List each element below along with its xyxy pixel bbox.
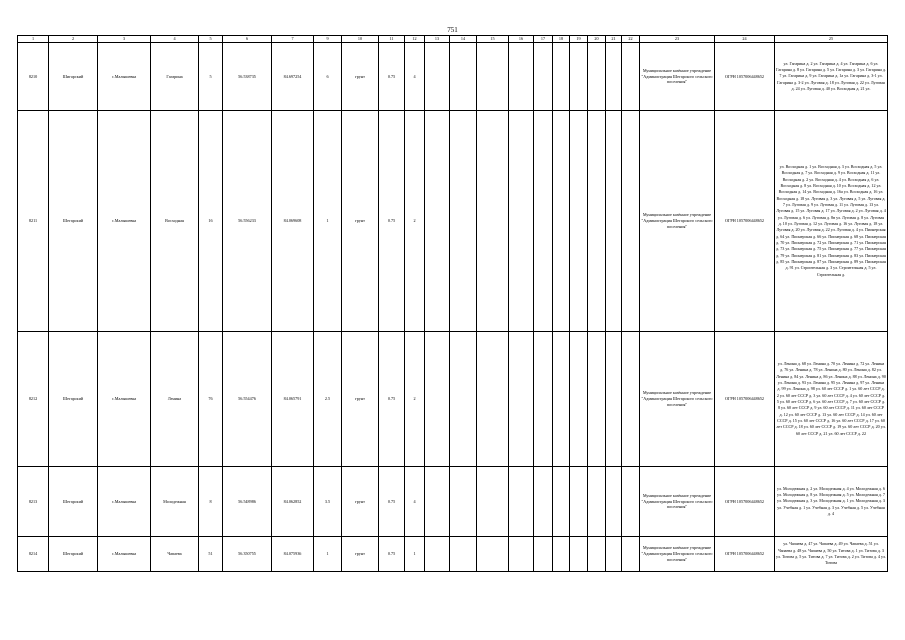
header-row (18, 36, 888, 43)
cell-street: Восходная (151, 111, 199, 332)
cell-empty (570, 537, 588, 572)
page-number: 751 (447, 26, 458, 34)
cell-empty (450, 332, 477, 467)
cell-empty (450, 467, 477, 537)
cell-latitude: 56.556233 (223, 111, 272, 332)
column-header: 13 (425, 36, 450, 43)
cell-empty (477, 537, 509, 572)
cell-latitude: 56.350755 (223, 537, 272, 572)
cell-empty (588, 467, 606, 537)
cell-quantity: 2 (405, 332, 425, 467)
cell-empty (570, 111, 588, 332)
cell-empty (553, 43, 570, 111)
column-header: 11 (379, 36, 405, 43)
cell-empty (570, 332, 588, 467)
cell-empty (425, 332, 450, 467)
cell-empty (570, 467, 588, 537)
cell-empty (534, 537, 553, 572)
cell-empty (425, 537, 450, 572)
column-header: 16 (509, 36, 534, 43)
column-header: 25 (775, 36, 888, 43)
cell-latitude: 56.548986 (223, 467, 272, 537)
cell-settlement: с.Малышевка (98, 111, 151, 332)
cell-longitude: 84.075936 (272, 537, 314, 572)
table-row (18, 332, 888, 467)
cell-empty (509, 43, 534, 111)
cell-owner: Муниципальное казённое учреждение "Администрация Шегарского сельского поселения" (640, 43, 715, 111)
cell-surface: грунт (342, 43, 379, 111)
cell-empty (622, 111, 640, 332)
column-header: 15 (477, 36, 509, 43)
cell-empty (588, 111, 606, 332)
table-row (18, 43, 888, 111)
cell-empty (622, 43, 640, 111)
cell-street: Чапаева (151, 537, 199, 572)
column-header: 1 (18, 36, 49, 43)
cell-surface: грунт (342, 111, 379, 332)
cell-settlement: с.Малышевка (98, 43, 151, 111)
cell-empty (450, 537, 477, 572)
column-header: 19 (570, 36, 588, 43)
cell-volume: 0.75 (379, 332, 405, 467)
cell-volume: 0.75 (379, 537, 405, 572)
cell-volume: 0.75 (379, 43, 405, 111)
cell-street: Ленина (151, 332, 199, 467)
cell-settlement: с.Малышевка (98, 537, 151, 572)
cell-empty (534, 111, 553, 332)
cell-empty (534, 332, 553, 467)
cell-count: 6 (314, 43, 342, 111)
cell-empty (509, 467, 534, 537)
column-header: 17 (534, 36, 553, 43)
cell-empty (425, 43, 450, 111)
cell-quantity: 2 (405, 111, 425, 332)
cell-empty (450, 111, 477, 332)
cell-longitude: 84.069608 (272, 111, 314, 332)
cell-number: 8 (199, 467, 223, 537)
column-header: 6 (223, 36, 272, 43)
cell-empty (622, 332, 640, 467)
cell-district: Шегарский (49, 537, 98, 572)
cell-quantity: 4 (405, 467, 425, 537)
column-header: 4 (151, 36, 199, 43)
cell-empty (570, 43, 588, 111)
cell-owner: Муниципальное казённое учреждение "Администрация Шегарского сельского поселения" (640, 537, 715, 572)
cell-longitude: 84.062852 (272, 467, 314, 537)
column-header: 24 (715, 36, 775, 43)
cell-owner: Муниципальное казённое учреждение "Администрация Шегарского сельского поселения" (640, 467, 715, 537)
cell-empty (534, 467, 553, 537)
cell-empty (477, 43, 509, 111)
cell-quantity: 4 (405, 43, 425, 111)
column-header: 21 (606, 36, 622, 43)
cell-number: 16 (199, 111, 223, 332)
column-header: 3 (98, 36, 151, 43)
cell-owner: Муниципальное казённое учреждение "Администрация Шегарского сельского поселения" (640, 111, 715, 332)
cell-empty (477, 111, 509, 332)
cell-number: 51 (199, 537, 223, 572)
cell-empty (588, 332, 606, 467)
cell-empty (553, 111, 570, 332)
cell-count: 2.5 (314, 332, 342, 467)
cell-number: 5 (199, 43, 223, 111)
cell-latitude: 56.538735 (223, 43, 272, 111)
cell-district: Шегарский (49, 332, 98, 467)
cell-address: ул. Ленина д. 68 ул. Ленина д. 70 ул. Ленина д. 72 ул. Ленина д. 76 ул. Ленина д. 78 ул. Ленина д. 80 ул. Ленина д. 82 ул. Ленина д. 84 ул. Ленина д. 86 ул. Ленина д. 88 ул. Ленина д. 90 ул. Ленина д. 93 ул. Ленина д. 95 ул. Ленина д. 97 ул. Ленина д. 99 ул. Ленина д. 98 ул. 60 лет СССР д. 1 ул. 60 лет СССР д. 2 ул. 60 лет СССР д. 3 ул. 60 лет СССР д. 4 ул. 60 лет СССР д. 5 ул. 60 лет СССР д. 6 ул. 60 лет СССР д. 7 ул. 60 лет СССР д. 8 ул. 60 лет СССР д. 9 ул. 60 лет СССР д. 11 ул. 60 лет СССР д. 12 ул. 60 лет СССР д. 13 ул. 60 лет СССР д. 14 ул. 60 лет СССР д. 15 ул. 60 лет СССР д. 16 ул. 60 лет СССР д. 17 ул. 60 лет СССР д. 18 ул. 60 лет СССР д. 19 ул. 60 лет СССР д. 20 ул. 60 лет СССР д. 21 ул. 60 лет СССР д. 22 (775, 332, 888, 467)
table-row (18, 537, 888, 572)
column-header: 10 (342, 36, 379, 43)
cell-id: 8212 (18, 332, 49, 467)
column-header: 9 (314, 36, 342, 43)
cell-empty (553, 332, 570, 467)
cell-volume: 0.75 (379, 111, 405, 332)
cell-empty (606, 111, 622, 332)
cell-count: 1 (314, 111, 342, 332)
cell-empty (606, 467, 622, 537)
cell-empty (509, 332, 534, 467)
column-header: 7 (272, 36, 314, 43)
cell-empty (606, 332, 622, 467)
cell-count: 3.5 (314, 467, 342, 537)
table-row (18, 111, 888, 332)
cell-street: Гагарина (151, 43, 199, 111)
cell-ogrn: ОГРН 1057006448652 (715, 43, 775, 111)
column-header: 22 (622, 36, 640, 43)
cell-district: Шегарский (49, 111, 98, 332)
cell-empty (477, 467, 509, 537)
table-row (18, 467, 888, 537)
cell-empty (622, 537, 640, 572)
cell-empty (425, 467, 450, 537)
cell-empty (477, 332, 509, 467)
cell-empty (606, 43, 622, 111)
cell-id: 8213 (18, 467, 49, 537)
column-header: 14 (450, 36, 477, 43)
cell-number: 76 (199, 332, 223, 467)
cell-empty (588, 537, 606, 572)
column-header: 2 (49, 36, 98, 43)
registry-table (17, 35, 888, 572)
cell-address: ул. Молодежная д. 2 ул. Молодежная д. 4 ул. Молодежная д. 6 ул. Молодежная д. 8 ул. Молодежная д. 5 ул. Молодежная д. 7 ул. Молодежная д. 3 ул. Молодежная д. 1 ул. Молодежная д. 3 ул. Учебная д. 1 ул. Учебная д. 3 ул. Учебная д. 5 ул. Учебная д. 4 (775, 467, 888, 537)
cell-id: 8211 (18, 111, 49, 332)
cell-district: Шигарский (49, 43, 98, 111)
cell-address: ул. Чапаева д. 47 ул. Чапаева д. 49 ул. Чапаева д. 51 ул. Чапаева д. 48 ул. Чапаева д. 50 ул. Титова д. 1 ул. Титова д. 3 ул. Титова д. 5 ул. Титова д. 7 ул. Титова д. 2 ул. Титова д. 4 ул. Титова (775, 537, 888, 572)
cell-latitude: 56.554476 (223, 332, 272, 467)
cell-street: Молодежная (151, 467, 199, 537)
cell-empty (509, 537, 534, 572)
column-header: 18 (553, 36, 570, 43)
cell-empty (553, 467, 570, 537)
cell-empty (622, 467, 640, 537)
cell-longitude: 84.697254 (272, 43, 314, 111)
cell-owner: Муниципальное казённое учреждение "Администрация Шегарского сельского поселения" (640, 332, 715, 467)
cell-surface: грунт (342, 467, 379, 537)
cell-settlement: с.Малышевка (98, 467, 151, 537)
cell-surface: грунт (342, 332, 379, 467)
cell-empty (553, 537, 570, 572)
cell-surface: грунт (342, 537, 379, 572)
cell-empty (425, 111, 450, 332)
cell-empty (606, 537, 622, 572)
cell-ogrn: ОГРН 1057006448652 (715, 467, 775, 537)
column-header: 20 (588, 36, 606, 43)
cell-empty (509, 111, 534, 332)
cell-address: ул. Восходная д. 1 ул. Восходная д. 3 ул. Восходная д. 5 ул. Восходная д. 7 ул. Восходная д. 9 ул. Восходная д. 11 ул. Восходная д. 2 ул. Восходная д. 4 ул. Восходная д. 6 ул. Восходная д. 8 ул. Восходная д. 10 ул. Восходная д. 12 ул. Восходная д. 14 ул. Восходная д. 16а ул. Восходная д. 16 ул. Восходная д. 18 ул. Луговая д. 3 ул. Луговая д. 5 ул. Луговая д. 7 ул. Луговая д. 9 ул. Луговая д. 11 ул. Луговая д. 13 ул. Луговая д. 15 ул. Луговая д. 17 ул. Луговая д. 2 ул. Луговая д. 4 ул. Луговая д. 6 ул. Луговая д. 8в ул. Луговая д. 8 ул. Луговая д. 10 ул. Луговая д. 12 ул. Луговая д. 16 ул. Луговая д. 18 ул. Луговая д. 20 ул. Луговая д. 22 ул. Луговая д. 4 ул. Пионерская д. 64 ул. Пионерская д. 66 ул. Пионерская д. 68 ул. Пионерская д. 70 ул. Пионерская д. 72 ул. Пионерская д. 71 ул. Пионерская д. 73 ул. Пионерская д. 75 ул. Пионерская д. 77 ул. Пионерская д. 79 ул. Пионерская д. 81 ул. Пионерская д. 83 ул. Пионерская д. 85 ул. Пионерская д. 87 ул. Пионерская д. 89 ул. Пионерская д. 91 ул. Строительная д. 3 ул. Строительная д. 5 ул. Строительная д. (775, 111, 888, 332)
cell-ogrn: ОГРН 1057006448652 (715, 111, 775, 332)
cell-quantity: 1 (405, 537, 425, 572)
cell-address: ул. Гагарина д. 2 ул. Гагарина д. 4 ул. Гагарина д. 6 ул. Гагарина д. 8 ул. Гагарина д. 5 ул. Гагарина д. 3 ул. Гагарина д. 7 ул. Гагарина д. 9 ул. Гагарина д. 1а ул. Гагарина д. 3-1 ул. Гагарина д. 3-2 ул. Луговая д. 18 ул. Луговая д. 22 ул. Луговая д. 24 ул. Луговая д. 40 ул. Восходная д. 21 ул. (775, 43, 888, 111)
column-header: 12 (405, 36, 425, 43)
cell-ogrn: ОГРН 1057006448652 (715, 537, 775, 572)
cell-settlement: с.Малышевка (98, 332, 151, 467)
cell-id: 8210 (18, 43, 49, 111)
cell-count: 1 (314, 537, 342, 572)
cell-id: 8214 (18, 537, 49, 572)
cell-district: Шегарский (49, 467, 98, 537)
cell-empty (450, 43, 477, 111)
column-header: 5 (199, 36, 223, 43)
cell-empty (534, 43, 553, 111)
cell-volume: 0.75 (379, 467, 405, 537)
column-header: 23 (640, 36, 715, 43)
cell-longitude: 84.065791 (272, 332, 314, 467)
cell-ogrn: ОГРН 1057006448652 (715, 332, 775, 467)
cell-empty (588, 43, 606, 111)
